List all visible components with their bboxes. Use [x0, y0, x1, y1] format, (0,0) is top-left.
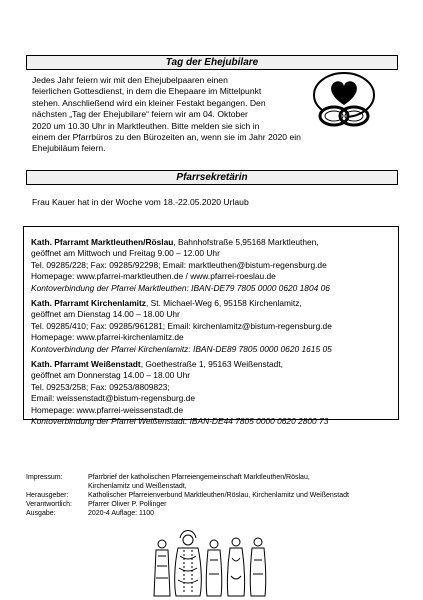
parish-block-kirchenlamitz: [31, 298, 332, 355]
imprint-key: Verantwortlich:: [26, 500, 72, 508]
homepage-line: Homepage: www.pfarrei-marktleuthen.de / www.pfarrei-roeslau.de: [31, 271, 276, 282]
paragraph-line: nächsten „Tag der Ehejubilare“ feiern wir am 04. Oktober: [32, 109, 248, 120]
ehejubilare-paragraph: [32, 75, 301, 155]
imprint-value: Katholischer Pfarreienverbund Marktleuthen/Röslau, Kirchenlamitz und Weißenstadt: [88, 491, 349, 499]
email-line: Email: weissenstadt@bistum-regensburg.de: [31, 393, 195, 404]
parish-name: Kath. Pfarramt Kirchenlamitz: [31, 298, 146, 308]
imprint-row: [26, 501, 388, 510]
imprint-row: [26, 492, 388, 501]
imprint-key: Ausgabe:: [26, 509, 56, 517]
imprint-key: Impressum:: [26, 474, 63, 481]
imprint-row: [26, 483, 388, 492]
parish-name: Kath. Pfarramt Marktleuthen/Röslau: [31, 237, 174, 247]
section-header-ehejubilare: [26, 55, 398, 70]
contact-line: Tel. 09253/258; Fax: 09253/8809823;: [31, 381, 170, 392]
parish-address: , Goethestraße 1, 95163 Weißenstadt,: [140, 359, 283, 369]
imprint-row: [26, 474, 388, 483]
parish-block-marktleuthen: [31, 237, 330, 294]
section-title: Pfarrsekretärin: [176, 172, 248, 183]
parish-address: , St. Michael-Weg 6, 95158 Kirchenlamitz,: [145, 298, 302, 308]
saints-figures-icon: [150, 526, 274, 598]
opening-hours: geöffnet am Donnerstag 14.00 – 18.00 Uhr: [31, 370, 191, 381]
parish-block-weissenstadt: [31, 359, 328, 427]
pfarrsekretaerin-text: [32, 197, 249, 208]
imprint: [26, 474, 388, 519]
paragraph-line: Ehejubiläum feiern.: [32, 143, 106, 154]
parish-name: Kath. Pfarramt Weißenstadt: [31, 359, 141, 369]
imprint-value: 2020-4 Auflage: 1100: [88, 509, 155, 517]
imprint-value: Pfarrer Oliver P. Pollinger: [88, 500, 167, 508]
section-header-pfarrsekretaerin: [26, 170, 398, 185]
opening-hours: geöffnet am Dienstag 14.00 – 18.00 Uhr: [31, 309, 180, 320]
imprint-value: Pfarrbrief der katholischen Pfarreiengemeinschaft Marktleuthen/Röslau,: [88, 474, 310, 481]
section-title: Tag der Ehejubilare: [165, 57, 259, 68]
contact-line: Tel. 09285/228; Fax: 09285/92298; Email: marktleuthen@bistum-regensburg.de: [31, 259, 327, 270]
contact-line: Tel. 09285/410; Fax: 09285/961281; Email: kirchenlamitz@bistum-regensburg.de: [31, 320, 332, 331]
imprint-row: [26, 510, 388, 519]
imprint-value: Kirchenlamitz und Weißenstadt,: [88, 482, 187, 490]
paragraph-line: stehen. Anschließend wird ein kleiner Festakt begangen. Den: [32, 97, 266, 108]
parish-contact-box: [23, 226, 399, 427]
paragraph-line: 2020 um 10.30 Uhr in Marktleuthen. Bitte melden sie sich in: [32, 120, 260, 131]
paragraph-line: Frau Kauer hat in der Woche vom 18.-22.05.2020 Urlaub: [32, 197, 249, 207]
heart-rings-icon: [310, 70, 378, 132]
paragraph-line: Jedes Jahr feiern wir mit den Ehejubelpaaren einen: [32, 75, 228, 85]
paragraph-line: feierlichen Gottesdienst, in dem die Ehepaare im Mittelpunkt: [32, 86, 262, 97]
bank-line: Kontoverbindung der Pfarrei Kirchenlamitz: IBAN-DE89 7805 0000 0620 1615 05: [31, 343, 332, 354]
paragraph-line: einem der Pfarrbüros zu den Bürozeiten an, wenn sie im Jahr 2020 ein: [32, 132, 301, 143]
homepage-line: Homepage: www.pfarrei-weissenstadt.de: [31, 404, 184, 415]
opening-hours: geöffnet am Mittwoch und Freitag 9.00 – 12.00 Uhr: [31, 248, 220, 259]
parish-address: , Bahnhofstraße 5,95168 Marktleuthen,: [173, 237, 319, 247]
bank-line: Kontoverbindung der Pfarrei Weißenstadt: IBAN-DE44 7805 0000 0620 2800 73: [31, 416, 329, 427]
homepage-line: Homepage: www.pfarrei-kirchenlamitz.de: [31, 332, 184, 343]
imprint-key: Herausgeber:: [26, 491, 69, 499]
bank-line: Kontoverbindung der Pfarrei Marktleuthen: IBAN-DE79 7805 0000 0620 1804 06: [31, 282, 330, 293]
imprint-key: [26, 483, 88, 492]
